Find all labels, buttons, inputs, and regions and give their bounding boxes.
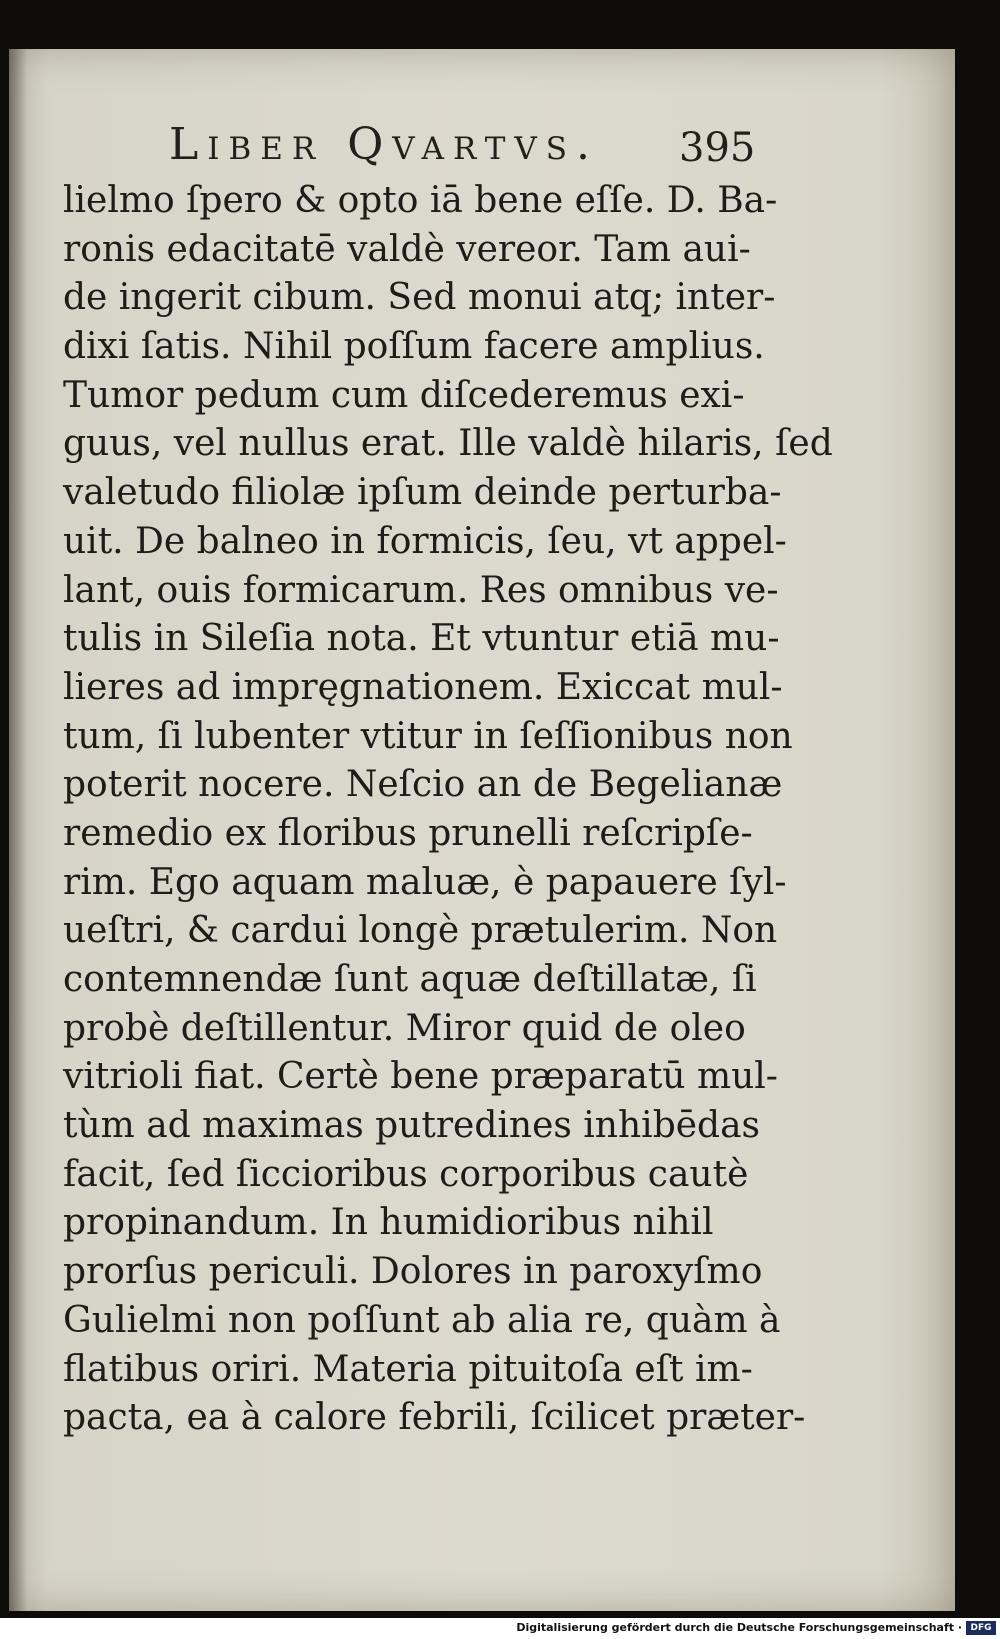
book-page xyxy=(9,49,955,1611)
text-line: pacta, ea à calore febrili, ſcilicet præter- xyxy=(63,1397,806,1439)
text-line: guus, vel nullus erat. Ille valdè hilaris, ſed xyxy=(63,423,833,465)
text-line: poterit nocere. Neſcio an de Begelianæ xyxy=(63,764,783,806)
text-line: flatibus oriri. Materia pituitoſa eſt im- xyxy=(63,1348,753,1390)
page-number: 395 xyxy=(679,125,756,171)
text-line: de ingerit cibum. Sed monui atq; inter- xyxy=(63,277,776,319)
running-title: Liber Qvartvs. xyxy=(169,119,600,170)
text-line: tum, ſi lubenter vtitur in ſeſſionibus non xyxy=(63,715,793,757)
body-text xyxy=(63,177,833,1443)
text-line: probè deſtillentur. Miror quid de oleo xyxy=(63,1007,746,1049)
text-line: tùm ad maximas putredines inhibēdas xyxy=(63,1105,761,1147)
text-line: facit, ſed ſiccioribus corporibus cautè xyxy=(63,1153,749,1195)
text-line: Gulielmi non poſſunt ab alia re, quàm à xyxy=(63,1299,781,1341)
text-line: dixi ſatis. Nihil poſſum facere amplius. xyxy=(63,326,765,368)
text-line: rim. Ego aquam maluæ, è papauere ſyl- xyxy=(63,861,787,903)
text-line: ronis edacitatē valdè vereor. Tam aui- xyxy=(63,228,751,270)
text-line: vitrioli fiat. Certè bene præparatū mul- xyxy=(63,1056,778,1098)
page-header xyxy=(169,119,769,179)
text-line: ueſtri, & cardui longè prætulerim. Non xyxy=(63,910,778,952)
text-line: Tumor pedum cum diſcederemus exi- xyxy=(63,374,745,416)
text-line: prorſus periculi. Dolores in paroxyſmo xyxy=(63,1251,763,1293)
text-line: tulis in Sileſia nota. Et vtuntur etiā mu- xyxy=(63,618,780,660)
dfg-logo-icon: DFG xyxy=(966,1621,996,1635)
text-line: lieres ad impręgnationem. Exiccat mul- xyxy=(63,666,783,708)
text-line: remedio ex floribus prunelli reſcripſe- xyxy=(63,812,753,854)
text-line: lielmo ſpero & opto iā bene eſſe. D. Ba- xyxy=(63,180,778,221)
text-line: contemnendæ ſunt aquæ deſtillatæ, ſi xyxy=(63,959,757,1000)
text-line: uit. De balneo in formicis, ſeu, vt appel- xyxy=(63,520,787,562)
funding-credit: Digitalisierung gefördert durch die Deutsche Forschungsgemeinschaft · xyxy=(516,1621,962,1634)
text-line: propinandum. In humidioribus nihil xyxy=(63,1202,714,1244)
footer-bar xyxy=(0,1618,1000,1639)
text-line: lant, ouis formicarum. Res omnibus ve- xyxy=(63,569,779,611)
text-line: valetudo filiolæ ipſum deinde perturba- xyxy=(63,472,782,514)
